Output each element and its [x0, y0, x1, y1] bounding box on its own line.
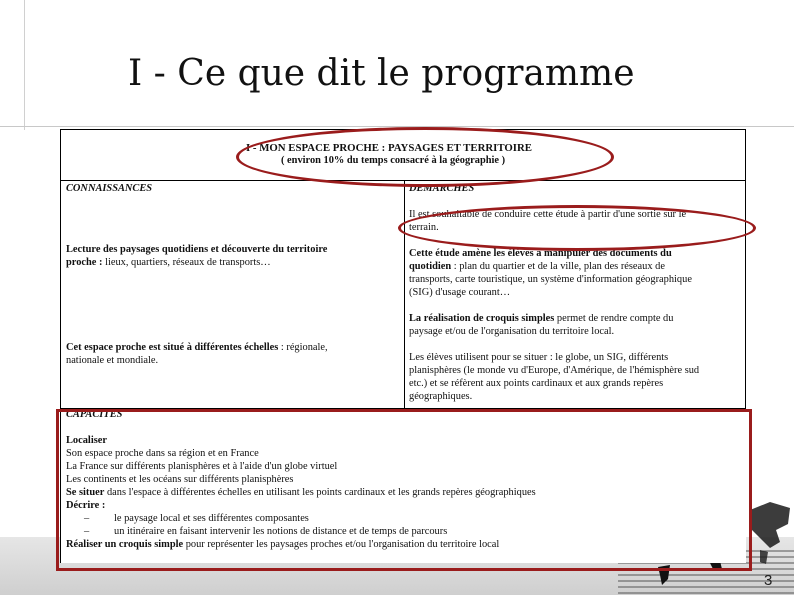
- connaissances-heading: CONNAISSANCES: [66, 183, 153, 194]
- capacites-localiser-1: Son espace proche dans sa région et en France: [66, 448, 259, 459]
- connaissances-p2-line1: [66, 342, 328, 355]
- demarches-p2-line4: (SIG) d'usage courant…: [409, 287, 511, 298]
- demarches-p1-line2: terrain.: [409, 222, 439, 233]
- demarches-p2-rest: : plan du quartier et de la ville, plan des réseaux de: [451, 261, 665, 272]
- demarches-p1-line1: Il est souhaitable de conduire cette étude à partir d'une sortie sur le: [409, 209, 687, 220]
- field-trip-highlight-ellipse: [398, 205, 756, 251]
- demarches-p3-rest: permet de rendre compte du: [554, 313, 674, 324]
- capacites-decrire-2: un itinéraire en faisant intervenir les notions de distance et de temps de parcours: [114, 526, 448, 537]
- capacites-decrire-1: le paysage local et ses différentes composantes: [114, 513, 309, 524]
- table-border-right: [745, 129, 746, 409]
- demarches-p4-line2: planisphères (le monde vu d'Europe, d'Amérique, de l'hémisphère sud: [409, 365, 700, 376]
- connaissances-p1-bold: proche :: [66, 257, 103, 268]
- demarches-heading: DEMARCHES: [409, 183, 475, 194]
- connaissances-p2-line2: nationale et mondiale.: [66, 355, 159, 366]
- column-divider: [404, 180, 405, 409]
- demarches-p3-bold: La réalisation de croquis simples: [409, 313, 555, 324]
- capacites-decrire-bullet-1: –: [84, 513, 90, 524]
- capacites-highlight-box: [56, 409, 752, 571]
- capacites-localiser-2: La France sur différents planisphères et à l'aide d'un globe virtuel: [66, 461, 338, 472]
- connaissances-p1-line2: [66, 257, 271, 270]
- capacites-decrire: Décrire :: [66, 500, 106, 511]
- demarches-p4-line1: Les élèves utilisent pour se situer : le globe, un SIG, différents: [409, 352, 669, 363]
- demarches-p4-line3: etc.) et se réfèrent aux points cardinaux et aux grands repères: [409, 378, 664, 389]
- connaissances-p1-rest: lieux, quartiers, réseaux de transports…: [102, 257, 271, 268]
- capacites-localiser-3: Les continents et les océans sur différents planisphères: [66, 474, 294, 485]
- capacites-heading: CAPACITES: [66, 409, 123, 420]
- demarches-p2-bold: quotidien: [409, 261, 452, 272]
- demarches-p2-line3: transports, carte touristique, un système d'information géographique: [409, 274, 692, 285]
- capacites-localiser: Localiser: [66, 435, 107, 446]
- capacites-realiser-bold: Réaliser un croquis simple: [66, 539, 184, 550]
- header-highlight-ellipse: [236, 127, 614, 187]
- capacites-realiser-rest: pour représenter les paysages proches et/ou l'organisation du territoire local: [183, 539, 500, 550]
- demarches-p3-line2: paysage et/ou de l'organisation du territoire local.: [409, 326, 615, 337]
- section-subtitle: ( environ 10% du temps consacré à la géographie ): [281, 155, 506, 166]
- demarches-p4-line4: géographiques.: [409, 391, 473, 402]
- section-title: I - MON ESPACE PROCHE : PAYSAGES ET TERRITOIRE: [246, 142, 532, 154]
- connaissances-p1-line1: Lecture des paysages quotidiens et découverte du territoire: [66, 244, 328, 255]
- connaissances-p2-bold: Cet espace proche est situé à différentes échelles: [66, 342, 279, 353]
- left-divider: [24, 0, 25, 130]
- capacites-decrire-bullet-2: –: [84, 526, 90, 537]
- demarches-p2-line1: Cette étude amène les élèves à manipuler des documents du: [409, 248, 672, 259]
- capacites-se-situer-bold: Se situer: [66, 487, 105, 498]
- connaissances-p2-rest: : régionale,: [278, 342, 328, 353]
- page-number: 3: [764, 572, 773, 589]
- capacites-se-situer-rest: dans l'espace à différentes échelles en utilisant les points cardinaux et les grands repères géographiques: [104, 487, 536, 498]
- demarches-p2-line2: [409, 261, 665, 274]
- demarches-p3-line1: [409, 313, 673, 326]
- slide-title: I - Ce que dit le programme: [128, 53, 635, 94]
